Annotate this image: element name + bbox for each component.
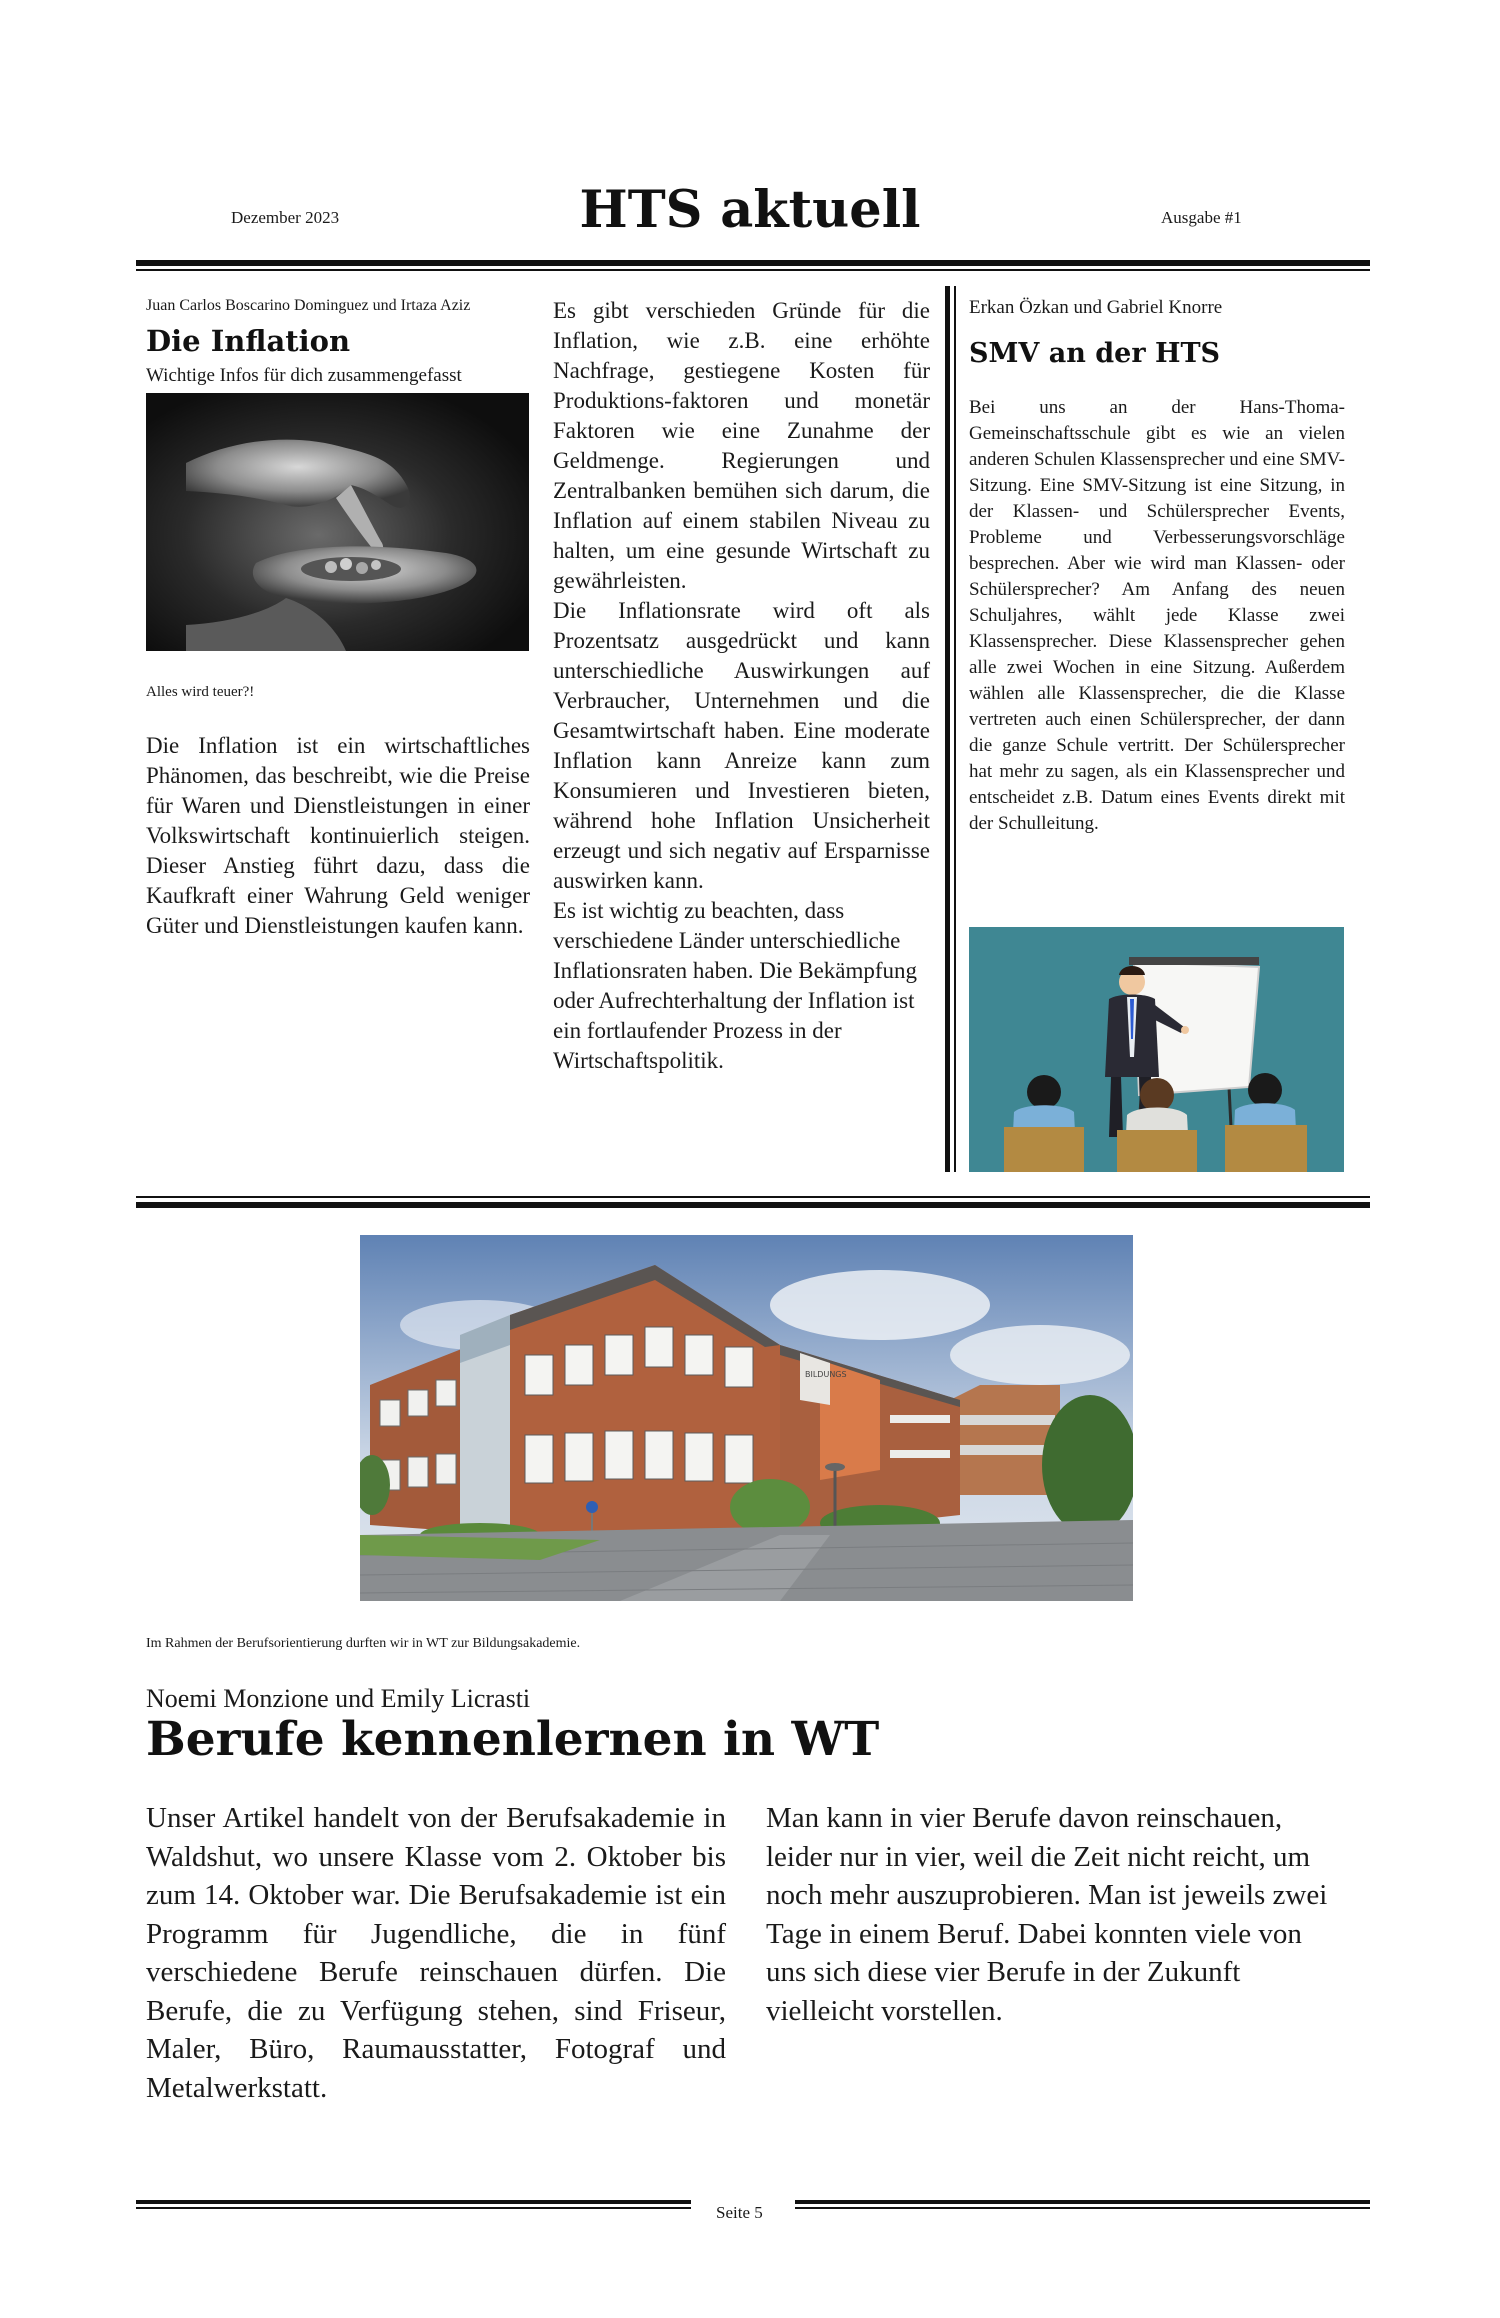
page-number: Seite 5 bbox=[716, 2203, 763, 2222]
inflation-author: Juan Carlos Boscarino Dominguez und Irtaza Aziz bbox=[146, 297, 471, 314]
inflation-paragraph: Es gibt verschieden Gründe für die Inflation, wie z.B. eine erhöhte Nachfrage, gestiegene Kosten für Produktions-faktoren und monetär Faktoren wie eine Zunahme der Geldmenge. Regierungen und Zentralbanken bemühen sich darum, die Inflation auf einem stabilen Niveau zu halten, um eine gesunde Wirtschaft zu gewährleisten. bbox=[553, 298, 930, 593]
school-building-photo bbox=[360, 1235, 1133, 1601]
inflation-continued bbox=[553, 296, 930, 1076]
smv-headline: SMV an der HTS bbox=[969, 338, 1221, 369]
section-rule-thick bbox=[136, 1202, 1370, 1208]
footer-rule-right bbox=[795, 2207, 1370, 2209]
inflation-subheadline: Wichtige Infos für dich zusammengefasst bbox=[146, 365, 462, 386]
issue-date: Dezember 2023 bbox=[231, 208, 340, 227]
inflation-headline: Die Inflation bbox=[146, 324, 351, 358]
section-rule-thin bbox=[136, 1196, 1370, 1198]
berufe-body-left: Unser Artikel handelt von der Berufsakademie in Waldshut, wo unsere Klasse vom 2. Oktober bis zum 14. Oktober war. Die Berufsakademie ist ein Programm für Jugendliche, die in fünf verschiedene Berufe reinschauen dürfen. Die Berufe, die zu Verfügung stehen, sind Friseur, Maler, Büro, Raumausstatter, Fotograf und Metalwerkstatt. bbox=[146, 1802, 726, 2104]
footer-rule-right bbox=[795, 2200, 1370, 2204]
column-divider-double bbox=[945, 286, 950, 1172]
inflation-photo-caption: Alles wird teuer?! bbox=[146, 684, 255, 700]
column-divider-double bbox=[954, 286, 956, 1172]
inflation-paragraph: Die Inflationsrate wird oft als Prozentsatz ausgedrückt und kann unterschiedliche Auswirkungen auf Verbraucher, Unternehmen und die Gesamtwirtschaft haben. Eine moderate Inflation kann Anreize kann zum Konsumieren und Investieren bieten, während hohe Inflation Unsicherheit erzeugt und sich negativ auf Ersparnisse auswirken kann. bbox=[553, 598, 930, 893]
berufe-body-right: Man kann in vier Berufe davon reinschauen, leider nur in vier, weil die Zeit nicht reicht, um noch mehr auszuprobieren. Man ist jeweils zwei Tage in einem Beruf. Dabei konnten viele von uns sich diese vier Berufe in der Zukunft vielleicht vorstellen. bbox=[766, 1802, 1328, 2027]
inflation-body: Die Inflation ist ein wirtschaftliches Phänomen, das beschreibt, wie die Preise für Waren und Dienstleistungen in einer Volkswirtschaft kontinuierlich steigen. Dieser Anstieg führt dazu, dass die Kaufkraft einer Wahrung Geld weniger Güter und Dienstleistungen kaufen kann. bbox=[146, 733, 530, 938]
newspaper-title: HTS aktuell bbox=[579, 180, 921, 240]
smv-body: Bei uns an der Hans-Thoma-Gemeinschaftsschule gibt es wie an vielen anderen Schulen Klassensprecher und eine SMV-Sitzung. Eine SMV-Sitzung ist eine Sitzung, in der Klassen- und Schülersprecher Events, Probleme und Verbesserungsvorschläge besprechen. Aber wie wird man Klassen- oder Schülersprecher? Am Anfang des neuen Schuljahres, wählt jede Klasse zwei Klassensprecher. Diese Klassensprecher gehen alle zwei Wochen in eine Sitzung. Außerdem wählen alle Klassensprecher, die die Klasse vertreten auch einen Schülersprecher, der dann die ganze Schule vertritt. Der Schülersprecher hat mehr zu sagen, als ein Klassensprecher und entscheidet z.B. Datum eines Events direkt mit der Schulleitung. bbox=[969, 397, 1345, 834]
footer-rule-left bbox=[136, 2200, 691, 2204]
presentation-illustration bbox=[969, 927, 1344, 1172]
banner-sign-text: BILDUNGS bbox=[805, 1370, 847, 1379]
header-rule-thick bbox=[136, 260, 1370, 266]
berufe-headline: Berufe kennenlernen in WT bbox=[146, 1712, 880, 1767]
building-photo-caption: Im Rahmen der Berufsorientierung durften wir in WT zur Bildungsakademie. bbox=[146, 1636, 581, 1651]
header-rule-thin bbox=[136, 269, 1370, 271]
smv-author: Erkan Özkan und Gabriel Knorre bbox=[969, 297, 1223, 318]
hands-coins-photo bbox=[146, 393, 529, 651]
inflation-paragraph: Es ist wichtig zu beachten, dass verschiedene Länder unterschiedliche Inflationsraten haben. Die Bekämpfung oder Aufrechterhaltung der Inflation ist ein fortlaufender Prozess in der Wirtschaftspolitik. bbox=[553, 898, 918, 1073]
issue-number: Ausgabe #1 bbox=[1161, 208, 1242, 227]
berufe-author: Noemi Monzione und Emily Licrasti bbox=[146, 1684, 531, 1713]
footer-rule-left bbox=[136, 2207, 691, 2209]
